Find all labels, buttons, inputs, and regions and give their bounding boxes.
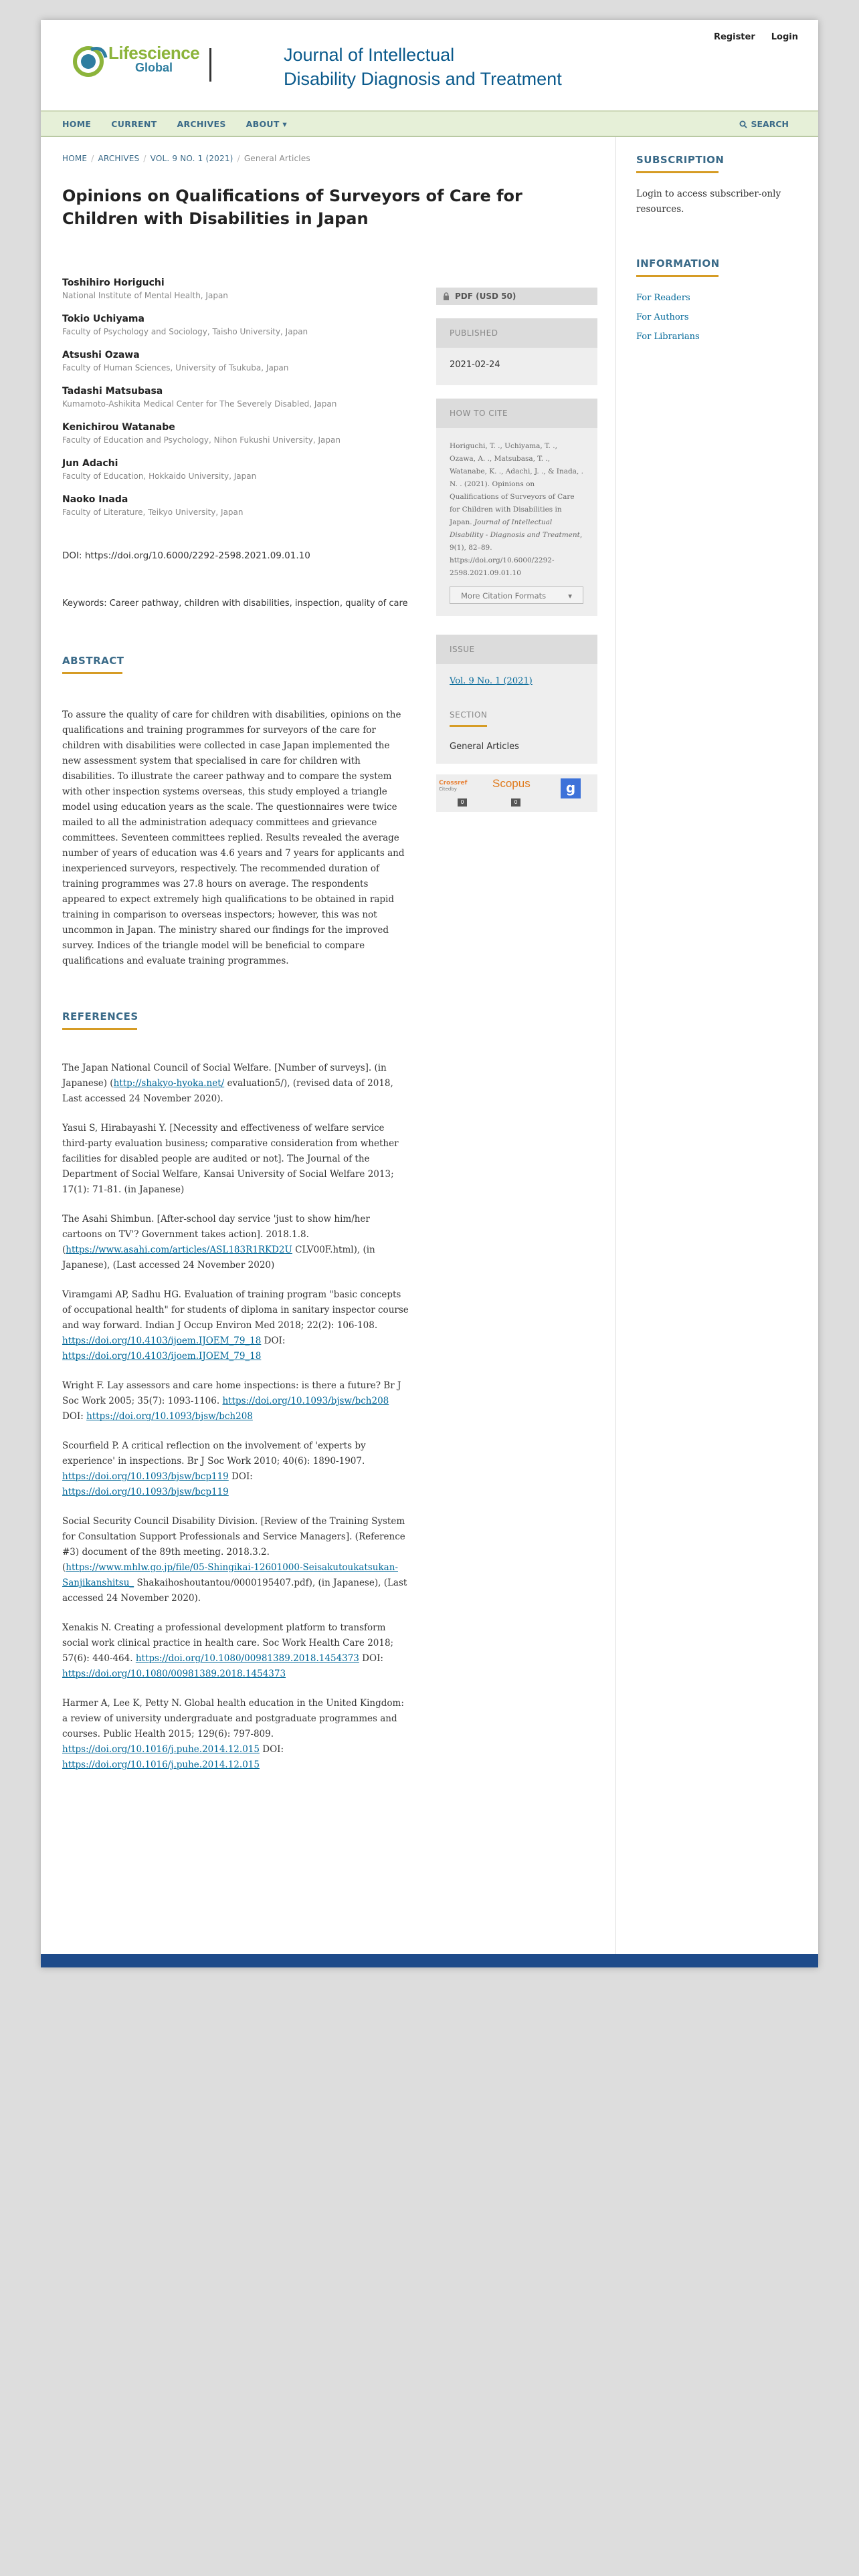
reference-item: [62, 1287, 410, 1364]
author-affiliation: National Institute of Mental Health, Japan: [62, 291, 228, 300]
reference-text: The Asahi Shimbun. [After-school day service 'just to show him/her cartoons on TV'? Government takes action]. 2018.1.8. (: [62, 1214, 370, 1255]
reference-text: DOI:: [359, 1653, 383, 1664]
user-nav: [714, 32, 798, 42]
reference-text: Yasui S, Hirabayashi Y. [Necessity and effectiveness of welfare service third-party evaluation business; comparative consideration from whether facilities for disabled people are audited or not]. The Journal of the Department of Social Welfare, Kansai University of Social Welfare 2013; 17(1): 71-81. (in Japanese): [62, 1123, 399, 1195]
search-label: SEARCH: [751, 119, 789, 129]
published-block: [436, 348, 597, 385]
article-keywords: Keywords: Career pathway, children with disabilities, inspection, quality of care: [62, 599, 408, 609]
reference-item: [62, 1121, 410, 1198]
site-header: [41, 20, 818, 110]
author-affiliation: Faculty of Literature, Teikyo University, Japan: [62, 508, 244, 517]
published-heading: PUBLISHED: [436, 318, 597, 348]
nav-about[interactable]: [246, 119, 287, 129]
breadcrumb-home[interactable]: HOME: [62, 154, 88, 163]
breadcrumb-section: General Articles: [244, 154, 310, 163]
author-item: [62, 422, 410, 445]
nav-archives[interactable]: ARCHIVES: [177, 119, 226, 129]
reference-text: Shakaihoshoutantou/0000195407.pdf), (in Japanese), (Last accessed 24 November 2020).: [62, 1578, 407, 1604]
reference-text: Wright F. Lay assessors and care home inspections: is there a future? Br J Soc Work 2005; 35(7): 1093-1106.: [62, 1380, 401, 1406]
nav-about-label: ABOUT: [246, 119, 280, 129]
search-link[interactable]: [739, 119, 789, 129]
article-details-column: [436, 288, 597, 812]
author-item: [62, 458, 410, 481]
reference-link[interactable]: https://doi.org/10.1080/00981389.2018.1454373: [135, 1653, 359, 1664]
more-citation-formats-label: More Citation Formats: [461, 591, 547, 601]
issue-heading: ISSUE: [436, 635, 597, 664]
author-affiliation: Faculty of Human Sciences, University of Tsukuba, Japan: [62, 363, 289, 372]
author-affiliation: Faculty of Psychology and Sociology, Taisho University, Japan: [62, 327, 308, 336]
author-item: [62, 494, 410, 517]
main-content: [62, 154, 597, 1770]
information-heading-underline: [636, 275, 719, 277]
reference-text: Harmer A, Lee K, Petty N. Global health education in the United Kingdom: a review of university undergraduate and postgraduate programmes and courses. Public Health 2015; 129(6): 797-809.: [62, 1698, 404, 1739]
scopus-badge[interactable]: Scopus: [492, 777, 531, 790]
author-name: Toshihiro Horiguchi: [62, 278, 165, 288]
reference-text: DOI:: [259, 1744, 284, 1755]
author-affiliation: Faculty of Education and Psychology, Nihon Fukushi University, Japan: [62, 435, 341, 445]
abstract-heading: ABSTRACT: [62, 655, 124, 667]
author-affiliation: Faculty of Education, Hokkaido University, Japan: [62, 471, 257, 481]
section-heading: SECTION: [450, 710, 488, 720]
chevron-down-icon: ▾: [282, 119, 287, 129]
site-footer: [41, 1954, 818, 1967]
author-item: [62, 386, 410, 409]
breadcrumb-issue[interactable]: VOL. 9 NO. 1 (2021): [150, 154, 233, 163]
chevron-down-icon: ▾: [568, 591, 572, 601]
more-citation-formats-dropdown[interactable]: [450, 586, 583, 604]
journal-title-line1: Journal of Intellectual: [284, 45, 455, 65]
abstract-heading-underline: [62, 672, 122, 674]
logo-text-lifescience: Lifescience: [108, 43, 200, 63]
reference-item: [62, 1212, 410, 1273]
reference-link[interactable]: https://doi.org/10.1016/j.puhe.2014.12.015: [62, 1744, 260, 1755]
search-icon: [739, 120, 747, 128]
journal-title[interactable]: [284, 43, 562, 91]
reference-item: [62, 1438, 410, 1500]
reference-text: Xenakis N. Creating a professional development platform to transform social work clinical practice in health care. Soc Work Health Care 2018; 57(6): 440-464.: [62, 1622, 394, 1664]
citation-text: Horiguchi, T. ., Uchiyama, T. ., Ozawa, A. ., Matsubasa, T. ., Watanabe, K. ., Adachi, J. ., & Inada, . N. . (2021). Opinions on Qualifications of Surveyors of Care for Children with Disabilities in Japan. Journal of Intellectual Disability - Diagnosis and Treatment, 9(1), 82–89. https://doi.org/10.6000/2292-2598.2021.09.01.10: [450, 442, 583, 577]
metrics-badges: [436, 774, 597, 812]
references-heading: REFERENCES: [62, 1010, 138, 1023]
reference-doi-link[interactable]: https://doi.org/10.1080/00981389.2018.1454373: [62, 1669, 286, 1679]
breadcrumb: HOME / ARCHIVES / VOL. 9 NO. 1 (2021) / General Articles: [62, 154, 310, 163]
reference-text: DOI:: [62, 1411, 87, 1422]
references-heading-underline: [62, 1028, 137, 1030]
scopus-count: 0: [511, 798, 520, 807]
reference-doi-link[interactable]: https://doi.org/10.1093/bjsw/bch208: [86, 1411, 253, 1422]
sidebar: [636, 154, 797, 342]
login-link[interactable]: Login: [771, 32, 798, 42]
reference-link[interactable]: https://doi.org/10.1093/bjsw/bch208: [222, 1396, 389, 1406]
for-librarians-link[interactable]: For Librarians: [636, 332, 700, 342]
register-link[interactable]: Register: [713, 32, 755, 42]
for-readers-link[interactable]: For Readers: [636, 293, 690, 303]
information-heading: INFORMATION: [636, 257, 720, 270]
nav-home[interactable]: HOME: [62, 119, 92, 129]
pdf-button-label: PDF (USD 50): [455, 292, 516, 301]
reference-text: evaluation5/), (revised data of 2018, Last accessed 24 November 2020).: [62, 1078, 393, 1104]
author-affiliation: Kumamoto-Ashikita Medical Center for The Severely Disabled, Japan: [62, 399, 337, 409]
logo-mark-icon: [71, 43, 110, 82]
author-name: Kenichirou Watanabe: [62, 422, 175, 433]
crossref-sub: Citedby: [439, 786, 457, 792]
published-date: 2021-02-24: [450, 360, 500, 370]
reference-list: [62, 1061, 410, 1773]
author-list: [62, 278, 410, 517]
author-item: [62, 350, 410, 372]
reference-item: [62, 1514, 410, 1606]
breadcrumb-archives[interactable]: ARCHIVES: [98, 154, 140, 163]
reference-text: Scourfield P. A critical reflection on the involvement of 'experts by experience' in inspections. Br J Soc Work 2010; 40(6): 1890-1907.: [62, 1440, 366, 1467]
reference-text: Social Security Council Disability Division. [Review of the Training System for Consultation Support Professionals and Service Managers]. (Reference #3) document of the 89th meeting. 2018.3.2. (: [62, 1516, 405, 1573]
page: [41, 20, 818, 1967]
issue-block: [436, 664, 597, 764]
nav-current[interactable]: CURRENT: [111, 119, 157, 129]
author-name: Atsushi Ozawa: [62, 350, 140, 360]
issue-link[interactable]: Vol. 9 No. 1 (2021): [450, 676, 533, 686]
crossref-badge[interactable]: [439, 780, 467, 792]
author-name: Naoko Inada: [62, 494, 128, 505]
article-main-column: [62, 278, 410, 1773]
primary-nav: [41, 110, 818, 137]
reference-link[interactable]: http://shakyo-hyoka.net/: [113, 1078, 225, 1089]
lock-icon: [443, 292, 450, 300]
author-name: Tadashi Matsubasa: [62, 386, 163, 397]
section-heading-underline: [450, 725, 487, 727]
reference-link[interactable]: https://doi.org/10.1093/bjsw/bcp119: [62, 1471, 229, 1482]
section-value: General Articles: [450, 742, 519, 752]
sidebar-divider: [615, 137, 616, 1954]
publisher-logo[interactable]: [71, 43, 231, 84]
reference-text: DOI:: [261, 1335, 286, 1346]
author-name: Tokio Uchiyama: [62, 314, 145, 324]
author-item: [62, 278, 410, 300]
reference-text: DOI:: [228, 1471, 253, 1482]
article-doi[interactable]: DOI: https://doi.org/10.6000/2292-2598.2021.09.01.10: [62, 550, 310, 561]
reference-doi-link[interactable]: https://doi.org/10.4103/ijoem.IJOEM_79_18: [62, 1351, 262, 1362]
reference-link[interactable]: https://doi.org/10.4103/ijoem.IJOEM_79_18: [62, 1335, 262, 1346]
for-authors-link[interactable]: For Authors: [636, 312, 689, 322]
reference-text: The Japan National Council of Social Welfare. [Number of surveys]. (in Japanese) (: [62, 1063, 387, 1089]
crossref-label: Crossref: [439, 780, 468, 786]
reference-text: CLV00F.html), (in Japanese), (Last accessed 24 November 2020): [62, 1245, 375, 1271]
logo-divider: [209, 48, 211, 82]
article-title: Opinions on Qualifications of Surveyors of Care for Children with Disabilities in Japan: [62, 187, 522, 228]
reference-text: Viramgami AP, Sadhu HG. Evaluation of training program "basic concepts of occupational health" for students of diploma in sanitary inspector course and way forward. Indian J Occup Environ Med 2018; 22(2): 106-108.: [62, 1289, 409, 1331]
pdf-button[interactable]: [436, 288, 597, 305]
reference-doi-link[interactable]: https://doi.org/10.1016/j.puhe.2014.12.015: [62, 1759, 260, 1770]
journal-title-line2: Disability Diagnosis and Treatment: [284, 69, 562, 89]
reference-link[interactable]: https://www.mhlw.go.jp/file/05-Shingikai-12601000-Seisakutoukatsukan-Sanjikanshitsu_: [62, 1562, 398, 1588]
reference-item: [62, 1696, 410, 1773]
author-item: [62, 314, 410, 336]
subscription-text: Login to access subscriber-only resources.: [636, 189, 781, 215]
how-to-cite-heading: HOW TO CITE: [436, 399, 597, 428]
subscription-heading-underline: [636, 171, 719, 173]
how-to-cite-block: [436, 428, 597, 616]
reference-link[interactable]: https://www.asahi.com/articles/ASL183R1RKD2U: [66, 1245, 292, 1255]
reference-doi-link[interactable]: https://doi.org/10.1093/bjsw/bcp119: [62, 1487, 229, 1497]
reference-item: [62, 1378, 410, 1424]
subscription-heading: SUBSCRIPTION: [636, 154, 725, 166]
crossref-count: 0: [458, 798, 467, 807]
reference-item: [62, 1061, 410, 1107]
reference-item: [62, 1620, 410, 1682]
author-name: Jun Adachi: [62, 458, 118, 469]
logo-text-global: Global: [135, 61, 173, 74]
abstract-text: To assure the quality of care for children with disabilities, opinions on the qualifications and training programmes for surveyors of the care for children with disabilities were collected in case Japan implemented the new assessment system that specialised in care for children with disabilities. To illustrate the career pathway and to compare the system with other inspection systems overseas, this study employed a triangle model using education years as the scale. The questionnaires were twice mailed to all the administration adequacy committees and grievance committees. Seventeen committees replied. Results revealed the average number of years of education was 4.6 years and 7 years for applicants and inexperienced surveyors, respectively. The recommended duration of training programmes was 27.8 hours on average. The respondents appeared to expect extremely high qualifications to be obtained in rapid training in comparison to overseas inspectors; however, this was not uncommon in Japan. The ministry shared our findings for the improved survey. Indices of the triangle model will be beneficial to compare qualifications and evaluate training programmes.: [62, 710, 405, 966]
information-links: [636, 293, 797, 342]
google-scholar-icon[interactable]: g: [561, 778, 581, 798]
